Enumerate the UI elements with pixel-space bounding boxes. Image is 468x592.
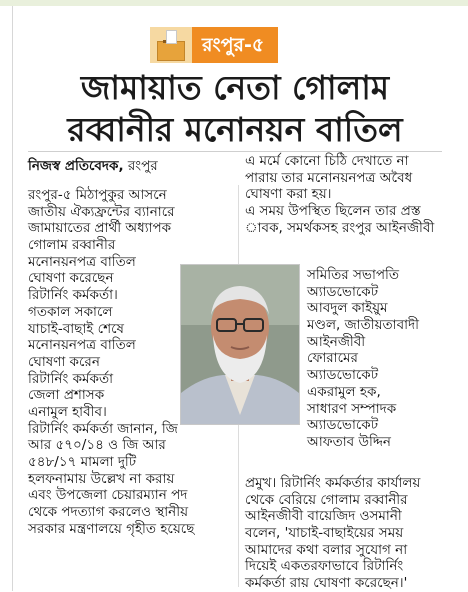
article-line: মণ্ডল, জাতীয়তাবাদী: [307, 317, 419, 334]
page-edge-rule: [12, 6, 13, 591]
byline: [28, 155, 158, 178]
article-line: াবক, সমর্থকসহ রংপুর আইনজীবী: [245, 219, 435, 236]
article-column-right-bottom: [245, 475, 443, 592]
article-line: যাচাই-বাছাই শেষে: [28, 320, 124, 337]
article-line: থেকে পদত্যাগ করলেও স্থানীয়: [28, 504, 189, 521]
byline-place: রংপুর: [123, 158, 158, 174]
article-line: আফতাব উদ্দিন: [307, 433, 391, 450]
section-badge-label: রংপুর-৫: [192, 27, 278, 63]
article-line: দিয়েই একতরফাভাবে রিটার্নিং: [245, 558, 404, 575]
article-line: আমাদের কথা বলার সুযোগ না: [245, 541, 408, 558]
article-line: জামায়াতের প্রার্থী অধ্যাপক: [28, 220, 172, 237]
article-line: রিটার্নিং কর্মকর্তা: [28, 370, 114, 387]
article-line: ঘোষণা করা হয়।: [245, 186, 332, 203]
article-line: এ সময় উপস্থিত ছিলেন তার প্রস্ত: [245, 203, 421, 220]
article-line: গোলাম রব্বানীর: [28, 237, 116, 254]
byline-divider: [28, 151, 442, 152]
article-line: থেকে বেরিয়ে গোলাম রব্বানীর: [245, 491, 408, 508]
article-line: মনোনয়নপত্র বাতিল: [28, 253, 136, 270]
article-line: রিটার্নিং কর্মকর্তা।: [28, 287, 118, 304]
article-line: আবদুল কাইয়ুম: [307, 300, 388, 317]
article-line: অ্যাডভোকেট: [307, 283, 379, 300]
headline-line-1: জামায়াত নেতা গোলাম: [80, 68, 390, 107]
portrait-photo: [180, 264, 300, 425]
article-line: আইনজীবী: [307, 333, 366, 350]
article-line: ৫৪৮/১৭ মামলা দুটি: [28, 454, 137, 470]
article-line: একরামুল হক,: [307, 383, 381, 400]
article-line: আর ৫৭০/১৪ ও জি আর: [28, 437, 166, 454]
section-badge: [150, 27, 278, 63]
article-line: ঘোষণা করেছেন: [28, 270, 114, 287]
article-line: মনোনয়নপত্র বাতিল: [28, 337, 136, 354]
article-line: সমিতির সভাপতি: [307, 267, 400, 283]
article-line: হলফনামায় উল্লেখ না করায়: [28, 470, 175, 487]
article-line: বলেন, 'যাচাই-বাছাইয়ের সময়: [245, 525, 404, 542]
article-line: এবং উপজেলা চেয়ারম্যান পদ: [28, 487, 188, 504]
article-line: অ্যাডভোকেট: [307, 417, 379, 434]
article-line: কর্মকর্তা রায় ঘোষণা করেছেন।': [245, 575, 408, 592]
article-line: গতকাল সকালে: [28, 303, 113, 320]
article-line: সরকার মন্ত্রণালয়ে গৃহীত হয়েছে: [28, 520, 195, 537]
article-line: অ্যাডভোকেট: [307, 367, 379, 384]
article-column-right-middle: [307, 267, 443, 451]
article-line: পারায় তার মনোনয়নপত্র অবৈধ: [245, 169, 413, 186]
article-line: রংপুর-৫ মিঠাপুকুর আসনে: [28, 187, 167, 203]
article-line: আইনজীবী বায়েজিদ ওসমানী: [245, 508, 402, 525]
article-line: প্রমুখ। রিটার্নিং কর্মকর্তার কার্যালয়: [245, 475, 421, 491]
article-column-right-top: [245, 153, 443, 236]
byline-reporter: নিজস্ব প্রতিবেদক,: [28, 158, 124, 174]
article-line: এ মর্মে কোনো চিঠি দেখাতে না: [245, 153, 409, 169]
article-line: রিটার্নিং কর্মকর্তা জানান, জি: [28, 420, 178, 437]
article-line: সাধারণ সম্পাদক: [307, 400, 397, 417]
article-line: এনামুল হাবীব।: [28, 403, 107, 420]
headline-line-2: রব্বানীর মনোনয়ন বাতিল: [67, 110, 403, 149]
article-line: জাতীয় ঐক্যফ্রন্টের ব্যানারে: [28, 203, 175, 220]
article-line: জেলা প্রশাসক: [28, 387, 105, 404]
top-strip: [0, 0, 468, 6]
article-line: ফোরামের: [307, 350, 358, 367]
article-line: ঘোষণা করেন: [28, 353, 100, 370]
ballot-box-icon: [150, 27, 192, 63]
